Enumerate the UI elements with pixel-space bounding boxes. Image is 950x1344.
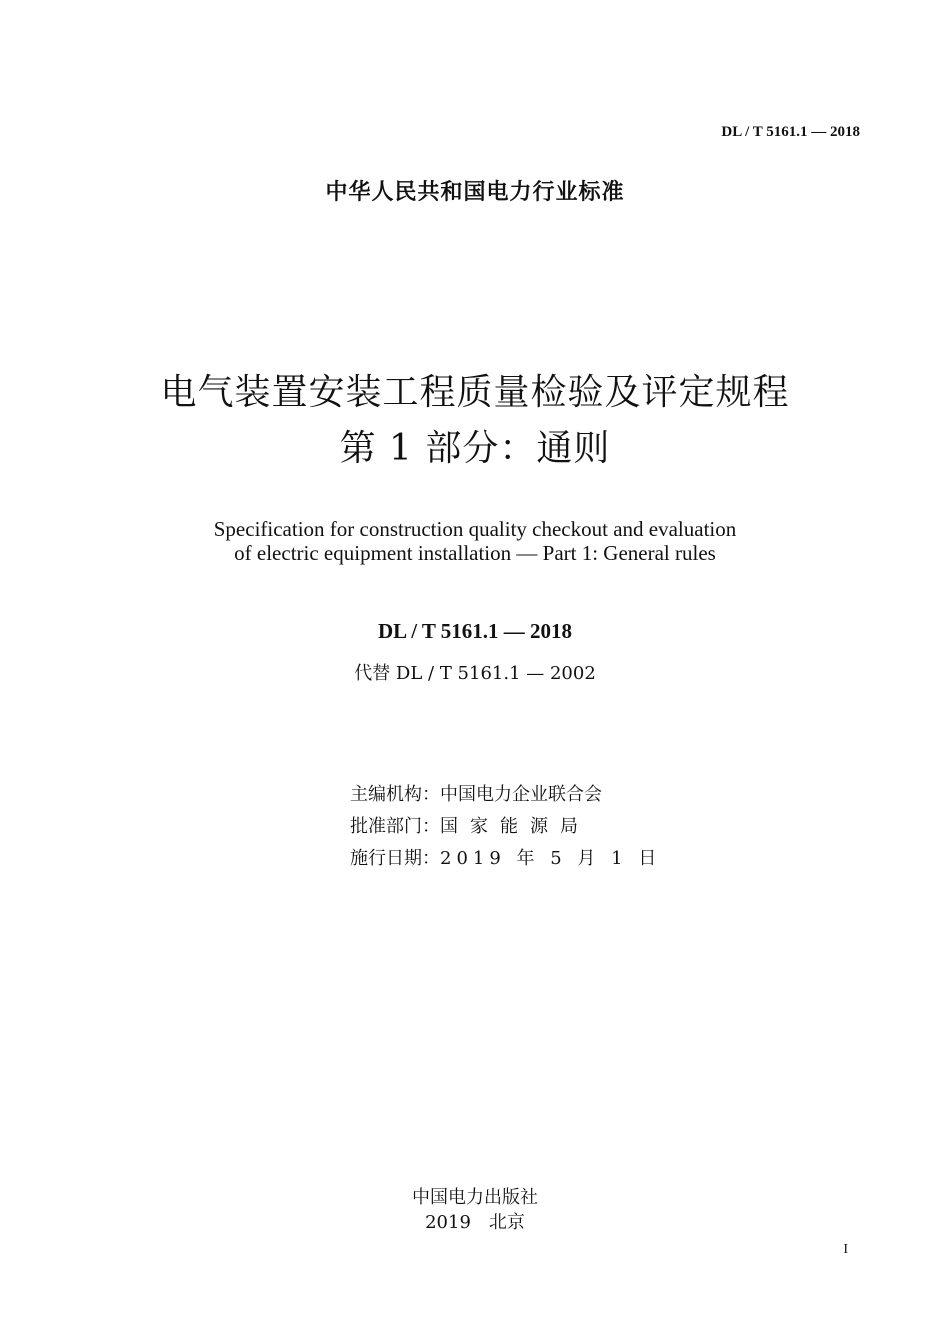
publication-year-place: 2019 北京 [425,1212,525,1233]
approver-value: 国家能源局 [440,816,590,837]
editor-label: 主编机构： [350,784,440,805]
effective-date-row [350,843,661,875]
publisher: 中国电力出版社 [412,1187,538,1208]
standard-code: DL / T 5161.1 — 2018 [377,619,573,643]
editor-value: 中国电力企业联合会 [440,784,602,805]
publication-info [350,779,661,875]
industry-standard-heading: 中华人民共和国电力行业标准 [325,180,625,205]
approver-row [350,811,661,843]
document-title-chinese-line1: 电气装置安装工程质量检验及评定规程 [160,372,790,413]
effective-date-label: 施行日期： [350,848,440,869]
document-title-english-line1: Specification for construction quality checkout and evaluation [213,517,737,541]
effective-date-value: 2019 年 5 月 1 日 [440,848,662,869]
editor-row [350,779,661,811]
approver-label: 批准部门： [350,816,440,837]
replaces-standard: 代替 DL / T 5161.1 — 2002 [354,663,596,684]
standard-code-header: DL / T 5161.1 — 2018 [721,124,860,140]
page-number: I [843,1242,848,1257]
document-title-chinese-line2: 第 1 部分：通则 [339,428,611,469]
document-title-english-line2: of electric equipment installation — Part 1: General rules [234,541,716,565]
